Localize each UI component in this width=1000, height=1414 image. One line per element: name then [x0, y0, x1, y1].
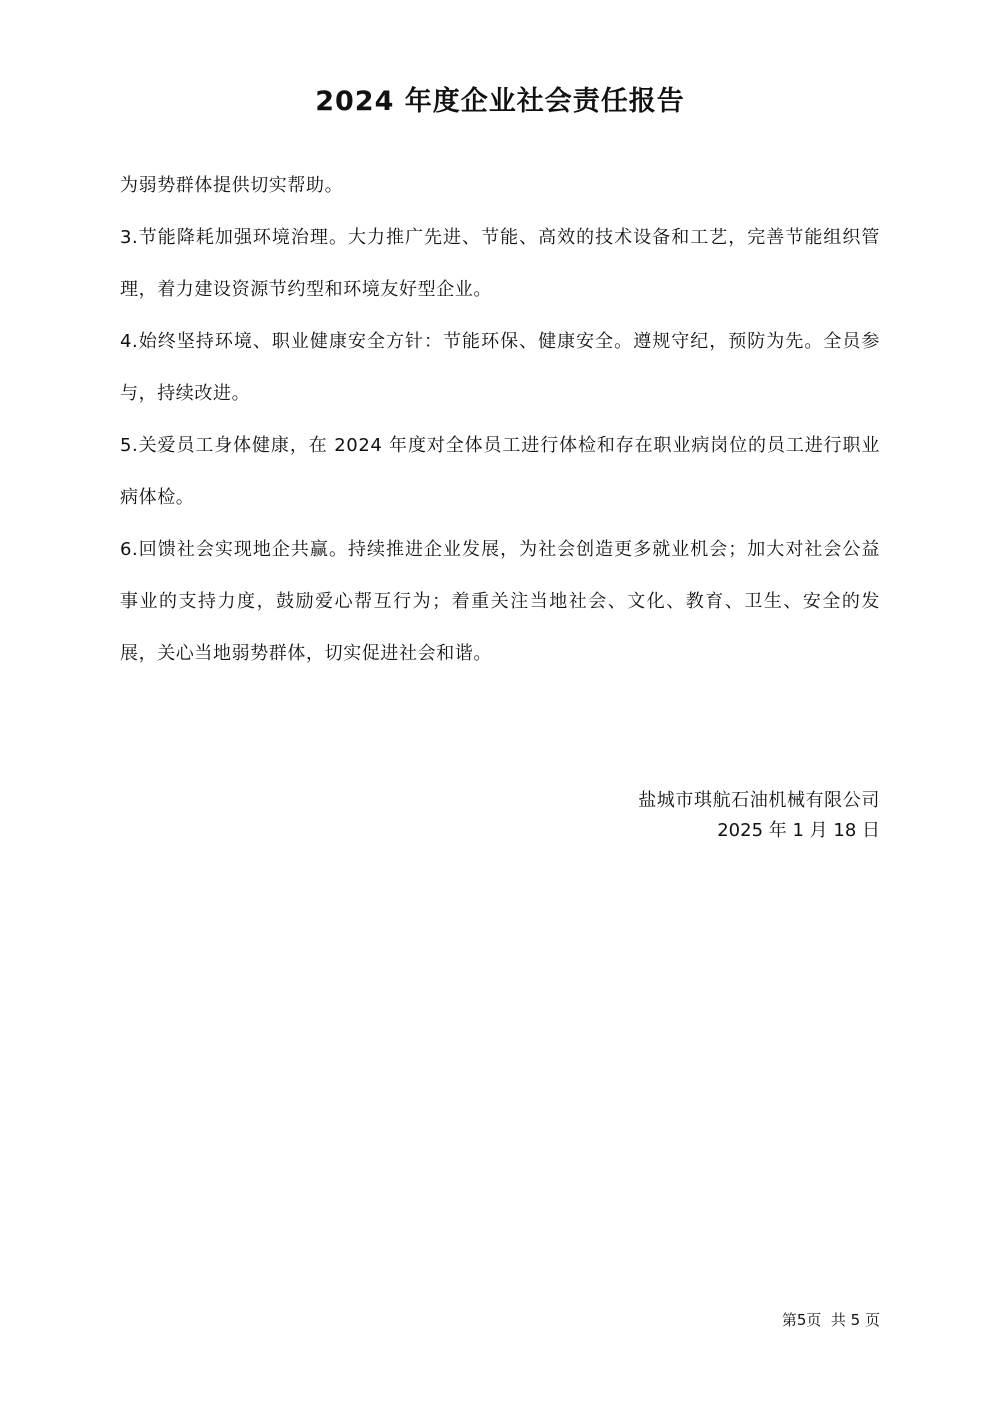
- signature-date: 2025 年 1 月 18 日: [717, 820, 880, 841]
- paragraph-continuation: 为弱势群体提供切实帮助。: [120, 175, 344, 196]
- paragraph-item-5: 5.关爱员工身体健康，在 2024 年度对全体员工进行体检和存在职业病岗位的员工进行职业病体检。: [120, 435, 880, 508]
- page-number: 第5页 共 5 页: [781, 1311, 880, 1329]
- signature-block: [638, 786, 880, 846]
- document-body: [120, 160, 880, 680]
- signature-company: 盐城市琪航石油机械有限公司: [638, 790, 880, 811]
- document-title: 2024 年度企业社会责任报告: [315, 86, 685, 117]
- paragraph-item-4: 4.始终坚持环境、职业健康安全方针：节能环保、健康安全。遵规守纪，预防为先。全员参与，持续改进。: [120, 331, 880, 404]
- paragraph-item-3: 3.节能降耗加强环境治理。大力推广先进、节能、高效的技术设备和工艺，完善节能组织管理，着力建设资源节约型和环境友好型企业。: [120, 227, 880, 300]
- paragraph-item-6: 6.回馈社会实现地企共赢。持续推进企业发展，为社会创造更多就业机会；加大对社会公益事业的支持力度，鼓励爱心帮互行为；着重关注当地社会、文化、教育、卫生、安全的发展，关心当地弱势群体，切实促进社会和谐。: [120, 539, 880, 664]
- page-footer: [782, 1308, 880, 1332]
